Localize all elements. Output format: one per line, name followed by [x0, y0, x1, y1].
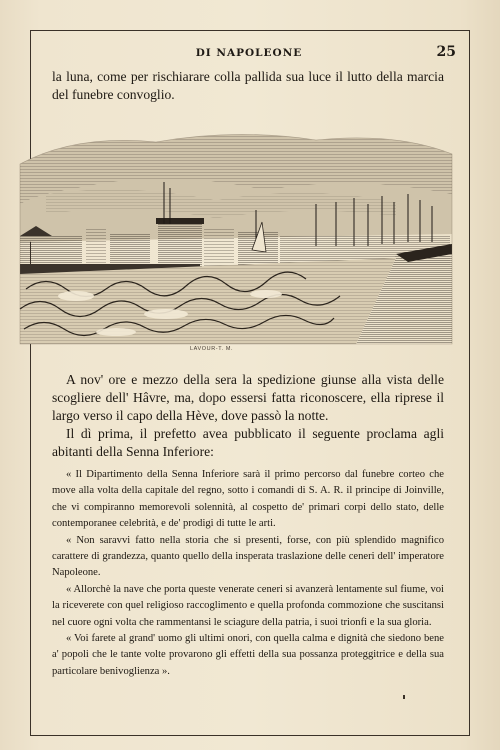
proclamation-paragraph: « Il Dipartimento della Senna Inferiore sarà il primo percorso dal funebre corteo che move alla volta della capitale del regno, sotto i comandi di S. A. R. il principe di Joinville, che vi compiranno memorevoli solennità, al cospetto de' primari corpi dello stato, delle contemporanee celebrità, e de' prodigi di tutte le arti.	[52, 469, 444, 530]
narrative	[52, 371, 444, 461]
print-mark	[403, 695, 405, 699]
paragraph: Il dì prima, il prefetto avea pubblicato il seguente proclama agli abitanti della Senna Inferiore:	[52, 426, 444, 459]
proclamation-paragraph: « Allorchè la nave che porta queste venerate ceneri si avanzerà lentamente sul fiume, voi la riceverete con quel religioso raccoglimento e quella profonda commozione che suscitansi nel cuore ogni volta che rammentansi le sciagure della patria, i suoi trionfi e la sua gloria.	[52, 583, 444, 628]
proclamation-paragraph: « Non saravvi fatto nella storia che si presenti, forse, con più splendido magnifico carattere di grandezza, quanto quello della insperata traslazione delle ceneri dell' imperatore Napoleone.	[52, 534, 444, 579]
paragraph: A nov' ore e mezzo della sera la spedizione giunse alla vista delle scogliere dell' Hâvre, ma, dopo essersi fatta riconoscere, ella riprese il largo verso il capo della Hève, dove passò la notte.	[52, 372, 444, 423]
page-number: 25	[436, 44, 456, 60]
opening-text: la luna, come per rischiarare colla pallida sua luce il lutto della marcia del funebre convoglio.	[52, 69, 444, 102]
proclamation-paragraph: « Voi farete al grand' uomo gli ultimi onori, con quella calma e dignità che siedono bene a' popoli che le tante volte provarono gli effetti della sua possanza proteggitrice e della sua particolare benivoglienza ».	[52, 633, 444, 677]
proclamation	[52, 467, 444, 680]
running-title: DI NAPOLEONE	[195, 47, 303, 59]
harbor-engraving	[16, 124, 456, 354]
opening-lines	[52, 68, 444, 104]
engraver-signature: LAVOUR-T. M.	[190, 346, 234, 352]
